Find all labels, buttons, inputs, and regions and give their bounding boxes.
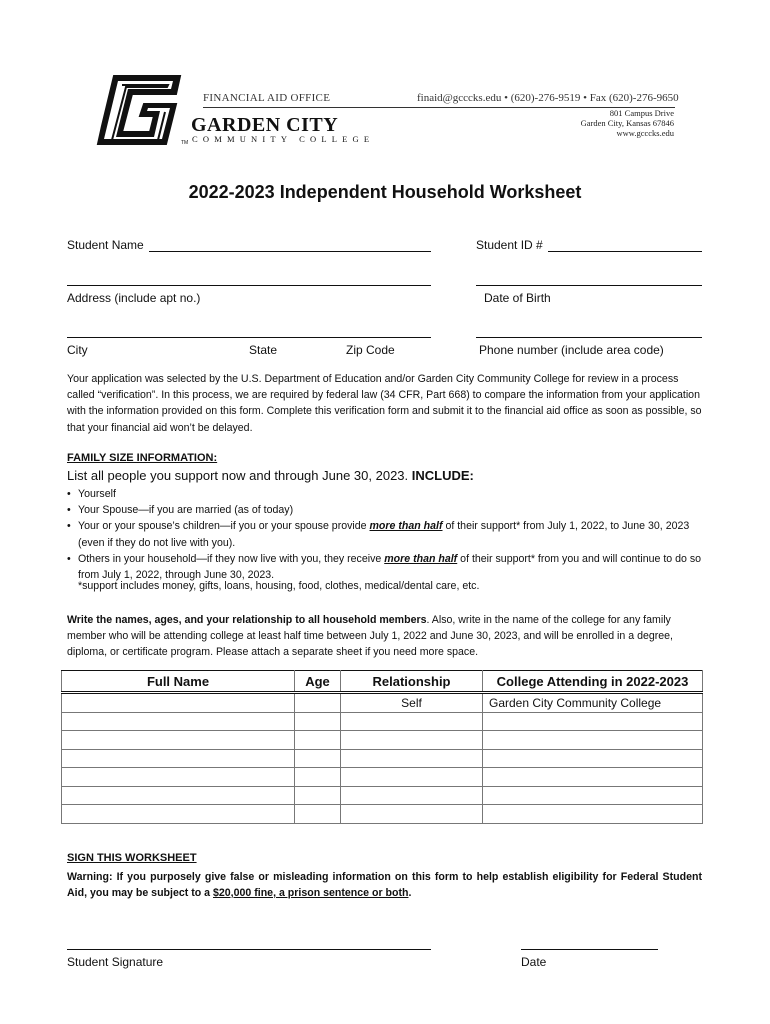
trademark: TM <box>181 140 189 146</box>
student-name-field[interactable] <box>149 251 431 252</box>
student-name-label: Student Name <box>67 238 144 252</box>
cell-age[interactable] <box>295 693 341 713</box>
cell-college[interactable] <box>483 749 703 768</box>
office-label: FINANCIAL AID OFFICE <box>203 92 331 104</box>
col-relationship: Relationship <box>341 671 483 693</box>
cell-age[interactable] <box>295 768 341 787</box>
date-label: Date <box>521 955 547 969</box>
family-list-intro: List all people you support now and through June 30, 2023. INCLUDE: <box>67 468 474 483</box>
cell-age[interactable] <box>295 712 341 731</box>
cell-relationship[interactable] <box>341 786 483 805</box>
table-row <box>62 693 703 713</box>
cell-name[interactable] <box>62 712 295 731</box>
write-instructions: Write the names, ages, and your relationship to all household members. Also, write in the name of the college for any family member who will be attending college at least half time between July 1, 2022 and June 30, 2023, and will be enrolled in a degree, diploma, or certificate program. Please attach a separate sheet if you need more space. <box>67 614 673 659</box>
page-title: 2022-2023 Independent Household Worksheet <box>188 182 582 202</box>
city-state-zip-field[interactable] <box>67 337 431 338</box>
table-row <box>62 786 703 805</box>
cell-college[interactable] <box>483 712 703 731</box>
state-label: State <box>249 343 278 357</box>
table-row <box>62 805 703 824</box>
col-college: College Attending in 2022-2023 <box>483 671 703 693</box>
dob-label: Date of Birth <box>484 291 551 305</box>
support-note: *support includes money, gifts, loans, housing, food, clothes, medical/dental care, etc. <box>78 580 480 592</box>
cell-name[interactable] <box>62 749 295 768</box>
cell-relationship[interactable] <box>341 731 483 750</box>
list-item: • Your Spouse—if you are married (as of today) <box>67 502 707 518</box>
address-line2: Garden City, Kansas 67846 <box>580 118 674 128</box>
city-label: City <box>67 343 88 357</box>
college-subtitle: COMMUNITY COLLEGE <box>192 134 375 144</box>
cell-relationship[interactable] <box>341 712 483 731</box>
include-list <box>67 486 707 583</box>
student-id-label: Student ID # <box>476 238 543 252</box>
website: www.gcccks.edu <box>616 128 674 138</box>
list-item: • Yourself <box>67 486 707 502</box>
address-line1: 801 Campus Drive <box>609 108 674 118</box>
cell-age[interactable] <box>295 786 341 805</box>
cell-relationship[interactable] <box>341 805 483 824</box>
cell-name[interactable] <box>62 693 295 713</box>
cell-relationship[interactable]: Self <box>341 693 483 713</box>
table-row <box>62 731 703 750</box>
cell-name[interactable] <box>62 786 295 805</box>
dob-field[interactable] <box>476 285 702 286</box>
cell-college[interactable] <box>483 731 703 750</box>
household-table <box>61 670 703 824</box>
cell-name[interactable] <box>62 805 295 824</box>
signature-field[interactable] <box>67 949 431 950</box>
cell-relationship[interactable] <box>341 749 483 768</box>
contact-line: finaid@gcccks.edu • (620)-276-9519 • Fax (620)-276-9650 <box>417 92 679 104</box>
date-field[interactable] <box>521 949 658 950</box>
phone-field[interactable] <box>476 337 702 338</box>
intro-paragraph: Your application was selected by the U.S. Department of Education and/or Garden City Community College for review in a process called “verification”. In this process, we are required by federal law (34 CFR, Part 668) to compare the information from your application with the information provided on this form. Complete this verification form and submit it to the financial aid office as soon as possible, so that your financial aid won’t be delayed. <box>67 373 702 434</box>
list-item: • Others in your household—if they now live with you, they receive more than half of their support* from you and will continue to do so from July 1, 2022, through June 30, 2023. <box>67 551 707 583</box>
address-field[interactable] <box>67 285 431 286</box>
header-rule <box>203 107 675 108</box>
phone-label: Phone number (include area code) <box>479 343 664 357</box>
cell-college[interactable] <box>483 805 703 824</box>
address-label: Address (include apt no.) <box>67 291 201 305</box>
warning-text: Warning: If you purposely give false or misleading information on this form to help establish eligibility for Federal Student Aid, you may be subject to a $20,000 fine, a prison sentence or both. <box>67 871 702 899</box>
col-full-name: Full Name <box>62 671 295 693</box>
student-id-field[interactable] <box>548 251 702 252</box>
cell-college[interactable] <box>483 768 703 787</box>
table-row <box>62 749 703 768</box>
signature-label: Student Signature <box>67 955 164 969</box>
cell-college[interactable] <box>483 786 703 805</box>
sign-heading: SIGN THIS WORKSHEET <box>67 852 197 864</box>
cell-college[interactable]: Garden City Community College <box>483 693 703 713</box>
table-header-row <box>62 671 703 693</box>
list-item: • Your or your spouse’s children—if you or your spouse provide more than half of their support* from July 1, 2022, to June 30, 2023 (even if they do not live with you). <box>67 518 707 550</box>
col-age: Age <box>295 671 341 693</box>
cell-relationship[interactable] <box>341 768 483 787</box>
family-size-heading: FAMILY SIZE INFORMATION: <box>67 452 218 464</box>
cell-age[interactable] <box>295 749 341 768</box>
cell-age[interactable] <box>295 731 341 750</box>
gc-g-logo-icon <box>92 70 184 150</box>
zip-label: Zip Code <box>346 343 395 357</box>
table-row <box>62 712 703 731</box>
cell-name[interactable] <box>62 731 295 750</box>
table-row <box>62 768 703 787</box>
college-name: GARDEN CITY <box>191 114 339 136</box>
cell-age[interactable] <box>295 805 341 824</box>
cell-name[interactable] <box>62 768 295 787</box>
